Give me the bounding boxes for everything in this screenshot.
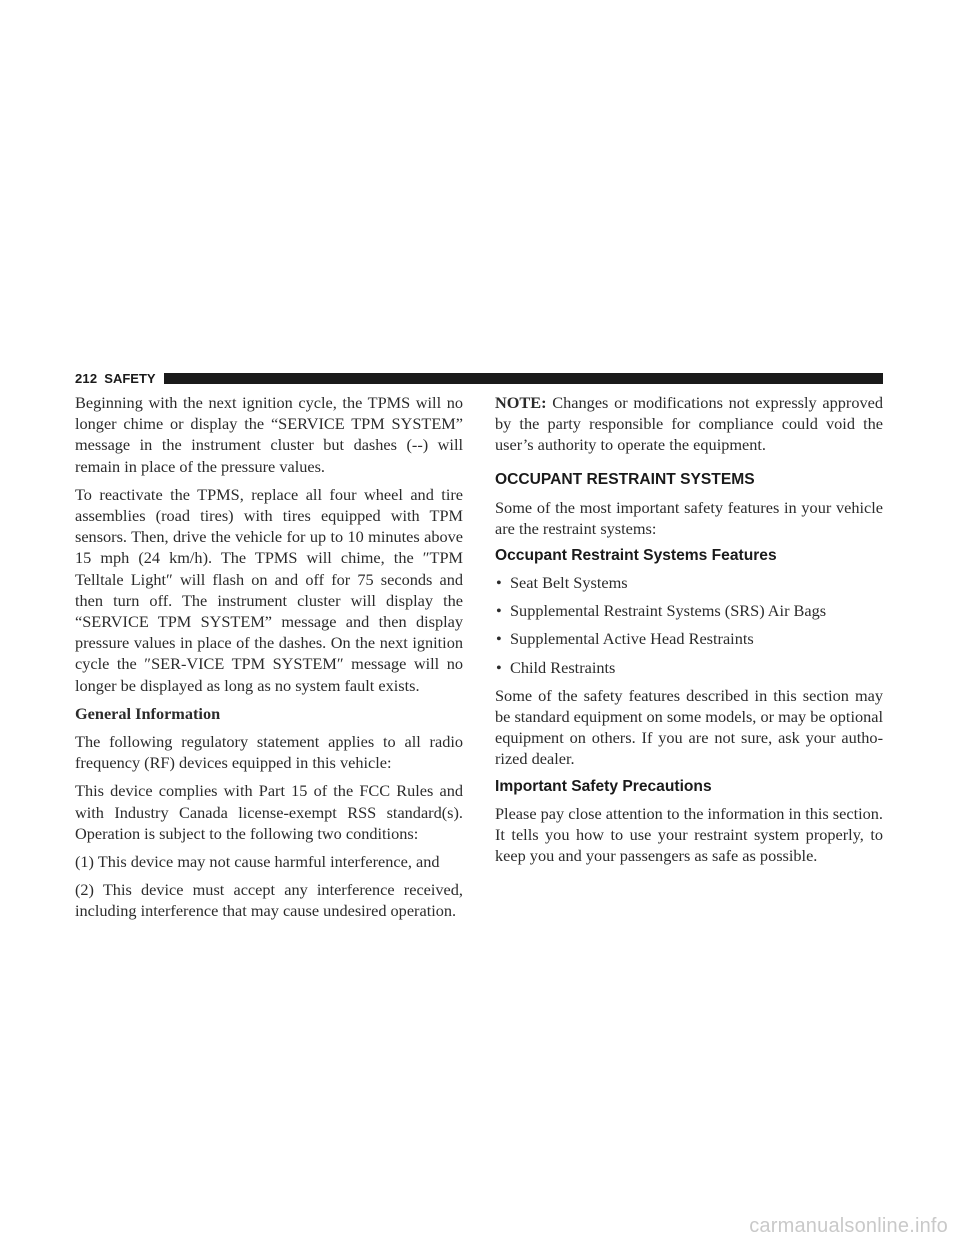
bullet-icon: • (496, 629, 502, 649)
paragraph-precautions: Please pay close attention to the information in this section. It tells you how to use your restraint system properly, to keep you and your passengers as safe as possible. (495, 803, 883, 866)
list-item: • Child Restraints (496, 657, 616, 677)
left-column (75, 392, 463, 929)
header-rule (164, 373, 883, 384)
paragraph-fcc-compliance: This device complies with Part 15 of the FCC Rules and with Industry Canada license-exempt RSS standard(s). Operation is subject to the following two conditions: (75, 781, 463, 843)
note-paragraph (495, 392, 883, 456)
page-number: 212 (75, 370, 98, 386)
features-heading: Occupant Restraint Systems Features (495, 547, 777, 565)
list-item: • Supplemental Restraint Systems (SRS) Air Bags (496, 601, 827, 621)
section-title: SAFETY (104, 370, 156, 386)
precautions-heading: Important Safety Precautions (495, 777, 712, 795)
occupant-restraint-heading: OCCUPANT RESTRAINT SYSTEMS (495, 470, 755, 488)
bullet-icon: • (496, 601, 502, 621)
watermark-text: carmanualsonline.info (749, 1215, 948, 1237)
paragraph-condition-1: (1) This device may not cause harmful interference, and (75, 852, 440, 872)
general-information-heading: General Information (75, 703, 221, 723)
features-list (495, 572, 883, 678)
list-item: • Seat Belt Systems (496, 573, 628, 593)
paragraph-restraint-intro: Some of the most important safety features in your vehicle are the restraint systems: (495, 497, 883, 538)
paragraph-ignition-cycle: Beginning with the next ignition cycle, the TPMS will no longer chime or display the “SERVICE TPM SYSTEM” message in the instrument cluster but dashes (--) will remain in place of the pressure values. (75, 393, 463, 476)
list-item: • Supplemental Active Head Restraints (496, 629, 754, 649)
paragraph-optional-equipment: Some of the safety features described in this section may be standard equipment on some models, or may be optional equipment on others. If you are not sure, ask your autho-rized dealer. (495, 685, 883, 769)
note-label: NOTE: (495, 393, 547, 412)
right-column (495, 392, 883, 873)
paragraph-reactivate-tpms: To reactivate the TPMS, replace all four wheel and tire assemblies (road tires) with tires equipped with TPM sensors. Then, drive the vehicle for up to 10 minutes above 15 mph (24 km/h). The TPMS will chime, the ″TPM Telltale Light″ will flash on and off for 75 seconds and then turn off. The instrument cluster will display the “SERVICE TPM SYSTEM” message and then display pressure values in place of the dashes. On the next ignition cycle the ″SER-VICE TPM SYSTEM″ message will no longer be displayed as long as no system fault exists. (75, 484, 463, 695)
paragraph-condition-2: (2) This device must accept any interference received, including interference that may cause undesired operation. (75, 880, 463, 921)
bullet-icon: • (496, 657, 502, 677)
bullet-icon: • (496, 573, 502, 593)
page-header (75, 371, 883, 385)
paragraph-regulatory-statement: The following regulatory statement applies to all radio frequency (RF) devices equipped in this vehicle: (75, 732, 463, 773)
note-text: Changes or modifications not expressly approved by the party responsible for compliance could void the user’s authority to operate the equipment. (495, 393, 883, 455)
